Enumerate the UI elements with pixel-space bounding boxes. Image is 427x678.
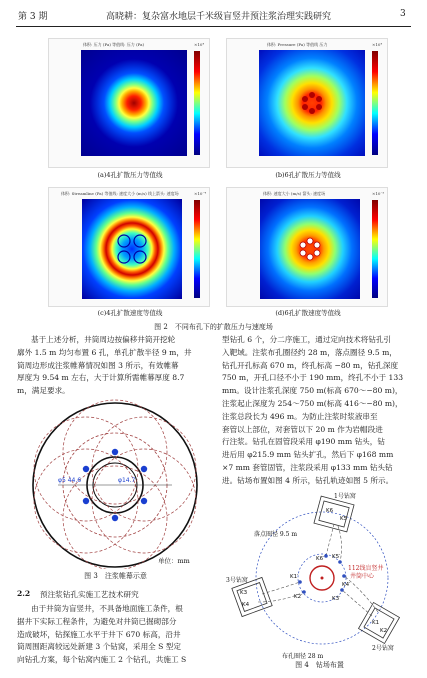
left-p2-line: 由于井筒为盲竖井，不具备地面施工条件，根 <box>31 604 183 613</box>
left-p1-line: 筒周边形成注浆帷幕情况如图 3 所示，有效帷幕 <box>17 360 179 370</box>
section-number: 2.2 <box>17 589 31 598</box>
shaft-center <box>321 577 324 580</box>
pressure-plot-4hole <box>81 50 187 156</box>
left-p2-line: 向钻孔方案，每个钻窝内施工 2 个钻孔，共施工 S <box>17 655 187 665</box>
subcaption-a: (a)4孔扩散压力等值线 <box>97 171 163 179</box>
velocity-6hole-markers <box>260 199 360 299</box>
figure2-caption: 图 2 不同布孔下的扩散压力与速度场 <box>154 323 273 331</box>
label-k3p: K3′ <box>332 596 341 602</box>
right-line: 套管以上部位，对套管以下 20 m 作为岩帽段进 <box>222 424 383 434</box>
label-site2: 2号钻窝 <box>372 645 394 652</box>
label-k1: K1 <box>372 620 380 626</box>
panel-b-scale: ×10⁴ <box>372 42 383 47</box>
left-paragraph-1 <box>17 334 212 398</box>
header-rule <box>16 26 411 27</box>
panel-d-header-text: 体积: 速度大小 (m/s) 箭头: 速度场 <box>263 191 326 196</box>
header-title: 高晓耕：复杂富水地层千米级盲竖井预注浆治理实践研究 <box>106 12 332 22</box>
left-paragraph-2 <box>17 603 212 667</box>
panel-a-header-text: 体积: 压力 (Pa) 等值线: 压力 (Pa) <box>83 42 145 47</box>
figure2-panel-d <box>226 187 388 307</box>
label-site3: 3号钻窝 <box>226 577 248 584</box>
colorbar-d <box>372 200 378 298</box>
right-line: mm。设计注浆孔深度 750 m(标高 670～−80 m)， <box>222 386 403 396</box>
right-line: 进。钻场布置如图 4 所示，钻孔轨迹如图 5 所示。 <box>222 475 394 485</box>
label-k6p: K6′ <box>316 556 325 562</box>
colorbar-a <box>194 51 200 155</box>
panel-d-scale: ×10⁻³ <box>372 191 385 196</box>
figure2-panel-b <box>226 38 388 168</box>
left-p1-line: m，满足要求。 <box>17 386 70 396</box>
label-shaft-center: 井筒中心 <box>350 573 375 580</box>
label-k4p: K4′ <box>342 582 351 588</box>
figure2-panel-c <box>48 187 210 307</box>
right-paragraph <box>222 334 414 488</box>
label-shaft: 112线盲竖井 <box>348 565 384 572</box>
label-k3: K3 <box>240 590 248 596</box>
right-line: 进后用 φ215.9 mm 钻头扩孔，然后下 φ168 mm <box>222 450 394 460</box>
subcaption-d: (d)6孔扩散速度等值线 <box>275 309 341 317</box>
label-k6: K6 <box>326 508 334 514</box>
left-p2-line: 造成破坏，钻探施工水平于井下 670 标高，沿井 <box>17 629 181 639</box>
right-line: 型钻孔 6 个，分二序施工，通过定向技术将钻孔引 <box>222 335 392 344</box>
left-p2-line: 据井下实际工程条件，为避免对井筒已掘砌部分 <box>17 616 177 626</box>
subcaption-b: (b)6孔扩散压力等值线 <box>275 171 341 179</box>
left-p1-line: 廓外 1.5 m 均匀布置 6 孔，单孔扩散半径 9 m，井 <box>17 347 192 357</box>
label-k2p: K2′ <box>294 594 303 600</box>
right-line: 注浆起止深度为 254～750 m(标高 416～−80 m)， <box>222 398 403 408</box>
label-k5: K5 <box>340 516 348 522</box>
panel-a-scale: ×10⁴ <box>194 42 205 47</box>
label-arrange-circle: 布孔圈径 28 m <box>282 653 324 660</box>
left-p1-line: 基于上述分析，井筒周边按偏移井筒开挖轮 <box>31 335 176 344</box>
panel-c-header-text: 体积: Streamline (Pa) 等值线: 速度大小 (m/s) 线上箭头: 速度场 <box>61 191 179 196</box>
dimension-label-1: φ5 44.6 <box>58 477 82 484</box>
header-page: 3 <box>400 9 406 19</box>
label-k5p: K5′ <box>332 554 341 560</box>
label-k1p: K1′ <box>290 574 299 580</box>
dimension-label-2: φ14.7 <box>118 477 136 484</box>
subcaption-c: (c)4孔扩散速度等值线 <box>97 309 163 317</box>
panel-b-header-text: 体积: Pressure (Pa) 等值线 压力 <box>267 42 328 47</box>
right-line: 注浆总段长为 496 m。为防止注浆时浆液串至 <box>222 411 378 421</box>
colorbar-b <box>372 51 378 155</box>
right-line: 行注浆。钻孔在固管段采用 φ190 mm 钻头，钻 <box>222 437 385 447</box>
figure3-caption: 图 3 注浆帷幕示意 <box>84 572 147 580</box>
velocity-4hole-markers <box>82 199 182 299</box>
right-line: 750 m，开孔口径不小于 190 mm，终孔不小于 133 <box>222 373 404 383</box>
label-k4: K4 <box>242 602 250 608</box>
right-line: 钻孔开孔标高 670 m，终孔标高 −80 m，钻孔深度 <box>222 360 399 370</box>
label-site1: 1号钻窝 <box>334 493 356 500</box>
figure4-caption: 图 4 钻场布置 <box>295 661 344 669</box>
right-line: ×7 mm 套管固管，注浆段采用 φ133 mm 钻头钻 <box>222 462 393 472</box>
drill-site-1 <box>314 496 354 532</box>
header-issue: 第 3 期 <box>18 12 48 22</box>
section-title: 预注浆钻孔实施工艺技术研究 <box>40 590 139 599</box>
label-fall-circle: 落点圈径 9.5 m <box>254 531 298 538</box>
left-p1-line: 厚度为 9.54 m 左右，大于计算所需帷幕厚度 8.7 <box>17 373 185 383</box>
left-p2-line: 筒周围距离较远处新建 3 个钻窝，采用全 S 型定 <box>17 642 181 652</box>
panel-c-scale: ×10⁻⁴ <box>194 191 207 196</box>
figure2-panel-a <box>48 38 210 168</box>
label-k2: K2 <box>380 628 388 634</box>
figure4-drill-site-layout <box>222 490 417 660</box>
figure3-grout-curtain-diagram <box>18 397 213 569</box>
figure3-unit: 单位：mm <box>158 557 190 565</box>
pressure-6hole-markers <box>259 50 365 156</box>
right-line: 入靶域。注浆布孔圈径约 28 m，落点圈径 9.5 m， <box>222 347 397 357</box>
colorbar-c <box>194 200 200 298</box>
